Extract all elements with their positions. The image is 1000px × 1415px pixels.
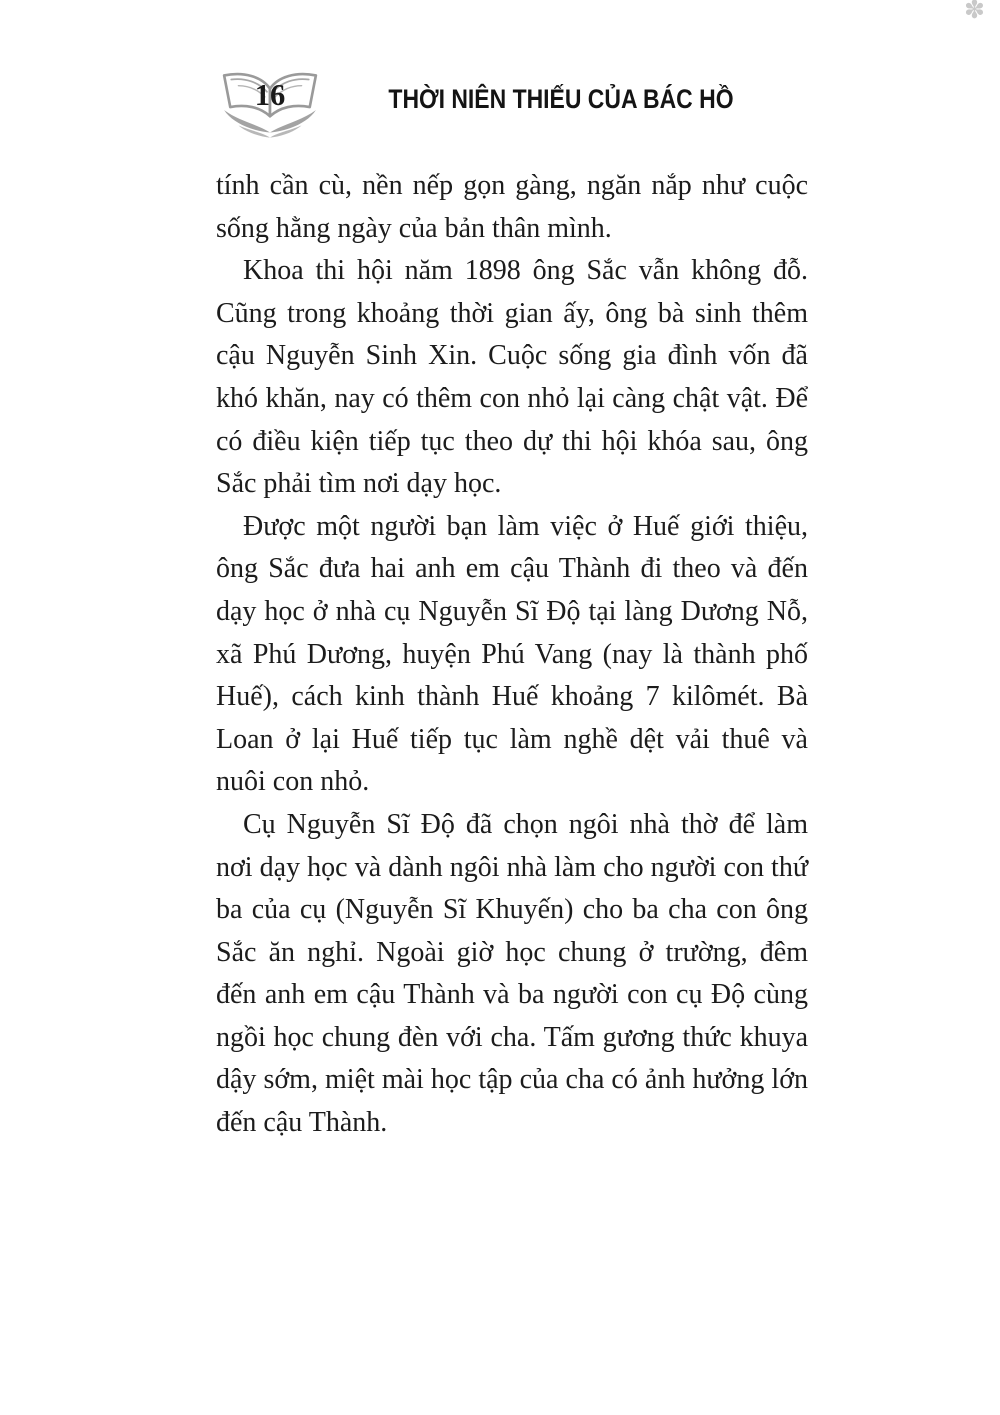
page-number-badge: [217, 68, 323, 140]
body-text: [216, 165, 808, 1145]
page-header: [0, 0, 1000, 150]
paragraph: Được một người bạn làm việc ở Huế giới thiệu, ông Sắc đưa hai anh em cậu Thành đi theo và đến dạy học ở nhà cụ Nguyễn Sĩ Độ tại làng Dương Nỗ, xã Phú Dương, huyện Phú Vang (nay là thành phố Huế), cách kinh thành Huế khoảng 7 kilômét. Bà Loan ở lại Huế tiếp tục làm nghề dệt vải thuê và nuôi con nhỏ.: [216, 510, 808, 798]
paragraph: Cụ Nguyễn Sĩ Độ đã chọn ngôi nhà thờ để làm nơi dạy học và dành ngôi nhà làm cho người con thứ ba của cụ (Nguyễn Sĩ Khuyến) cho ba cha con ông Sắc ăn nghỉ. Ngoài giờ học chung ở trường, đêm đến anh em cậu Thành và ba người con cụ Độ cùng ngồi học chung đèn với cha. Tấm gương thức khuya dậy sớm, miệt mài học tập của cha có ảnh hưởng lớn đến cậu Thành.: [216, 808, 808, 1139]
paragraph-continuation: tính cần cù, nền nếp gọn gàng, ngăn nắp như cuộc sống hằng ngày của bản thân mình.: [216, 170, 808, 244]
open-book-icon: [217, 68, 323, 140]
paragraph: Khoa thi hội năm 1898 ông Sắc vẫn không đỗ. Cũng trong khoảng thời gian ấy, ông bà sinh thêm cậu Nguyễn Sinh Xin. Cuộc sống gia đình vốn đã khó khăn, nay có thêm con nhỏ lại càng chật vật. Để có điều kiện tiếp tục theo dự thi hội khóa sau, ông Sắc phải tìm nơi dạy học.: [216, 255, 808, 500]
flower-ornament-icon: ✽: [964, 0, 985, 24]
page-number: 16: [254, 78, 286, 113]
running-title: THỜI NIÊN THIẾU CỦA BÁC HỒ: [388, 84, 734, 114]
